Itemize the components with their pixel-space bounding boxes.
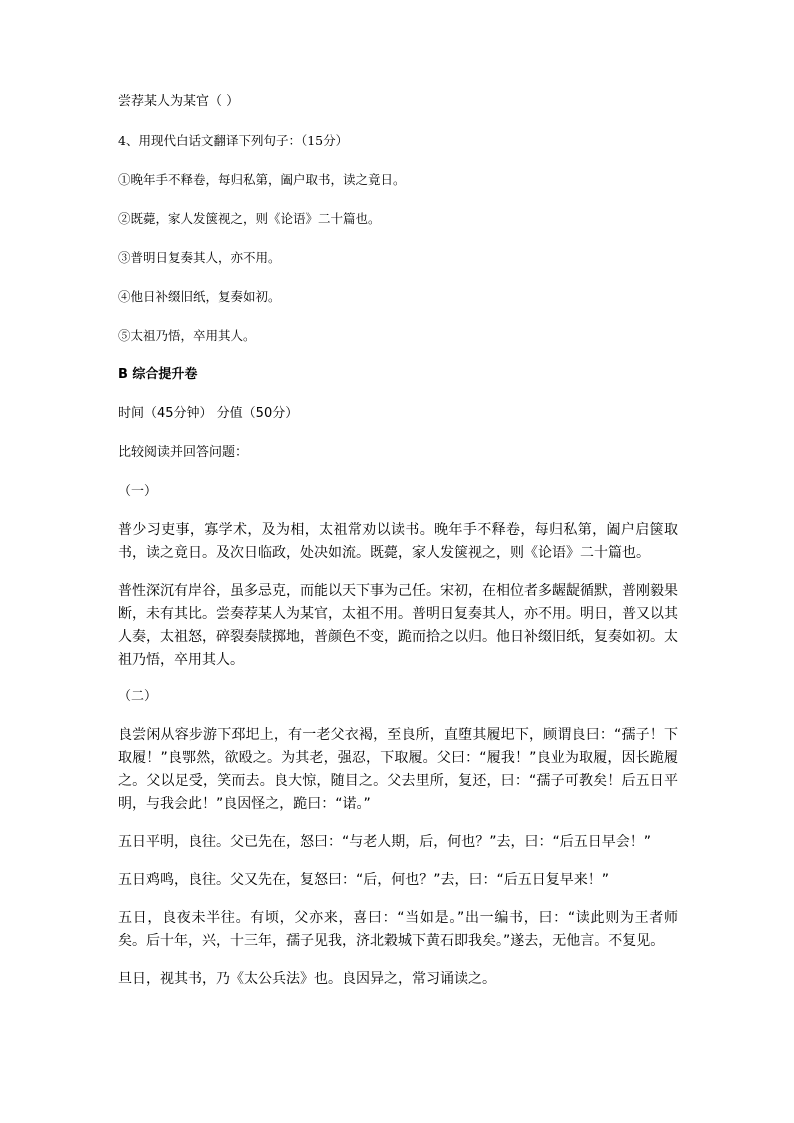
translation-sentence-3: ③普明日复奏其人，亦不用。 xyxy=(118,250,281,265)
passage-2-paragraph-1: 良尝闲从容步游下邳圯上，有一老父衣褐，至良所，直堕其履圯下，顾谓良曰：“孺子！下取履！”良鄂然，欲殴之。为其老，强忍，下取履。父曰：“履我！”良业为取履，因长跪履之。父以足受，笑而去。良大惊，随目之。父去里所，复还，曰：“孺子可教矣！后五日平明，与我会此！”良因怪之，跪曰：“诺。” xyxy=(118,727,678,812)
section-b-title: B 综合提升卷 xyxy=(118,367,198,382)
passage-1-paragraph-1: 普少习吏事，寡学术，及为相，太祖常劝以读书。晚年手不释卷，每归私第，阖户启箧取书，读之竟日。及次日临政，处决如流。既薨，家人发箧视之，则《论语》二十篇也。 xyxy=(118,522,678,561)
passage-2-paragraph-4: 五日，良夜未半往。有顷，父亦来，喜曰：“当如是。”出一编书，曰：“读此则为王者师矣。后十年，兴，十三年，孺子见我，济北穀城下黄石即我矣。”遂去，无他言。不复见。 xyxy=(118,910,678,949)
translation-sentence-1: ①晚年手不释卷，每归私第，阖户取书，读之竟日。 xyxy=(118,172,406,187)
section-b-instruction: 比较阅读并回答问题： xyxy=(118,445,249,460)
question-4-title: 4、用现代白话文翻译下列句子：（15分） xyxy=(118,133,349,148)
passage-1-label: （一） xyxy=(118,484,158,499)
passage-2-paragraph-3: 五日鸡鸣，良往。父又先在，复怒曰：“后，何也？”去，曰：“后五日复早来！” xyxy=(118,872,610,888)
passage-2-paragraph-5: 旦日，视其书，乃《太公兵法》也。良因异之，常习诵读之。 xyxy=(118,971,496,987)
section-b-time: 时间（45分钟） 分值（50分） xyxy=(118,406,299,421)
passage-1-paragraph-2: 普性深沉有岸谷，虽多忌克，而能以天下事为己任。宋初，在相位者多龌龊循默，普刚毅果断，未有其比。尝奏荐某人为某官，太祖不用。普明日复奏其人，亦不用。明日，普又以其人奏，太祖怒，碎裂奏牍掷地，普颜色不变，跪而拾之以归。他日补缀旧纸，复奏如初。太祖乃悟，卒用其人。 xyxy=(118,583,678,668)
translation-sentence-4: ④他日补缀旧纸，复奏如初。 xyxy=(118,289,281,304)
question-3-tail: 尝荐某人为某官（ ） xyxy=(118,94,240,109)
document-page xyxy=(118,92,678,991)
passage-2-label: （二） xyxy=(118,689,158,704)
translation-sentence-2: ②既薨，家人发箧视之，则《论语》二十篇也。 xyxy=(118,211,381,226)
translation-sentence-5: ⑤太祖乃悟，卒用其人。 xyxy=(118,328,256,343)
passage-2-paragraph-2: 五日平明，良往。父已先在，怒曰：“与老人期，后，何也？”去，曰：“后五日早会！” xyxy=(118,834,652,850)
